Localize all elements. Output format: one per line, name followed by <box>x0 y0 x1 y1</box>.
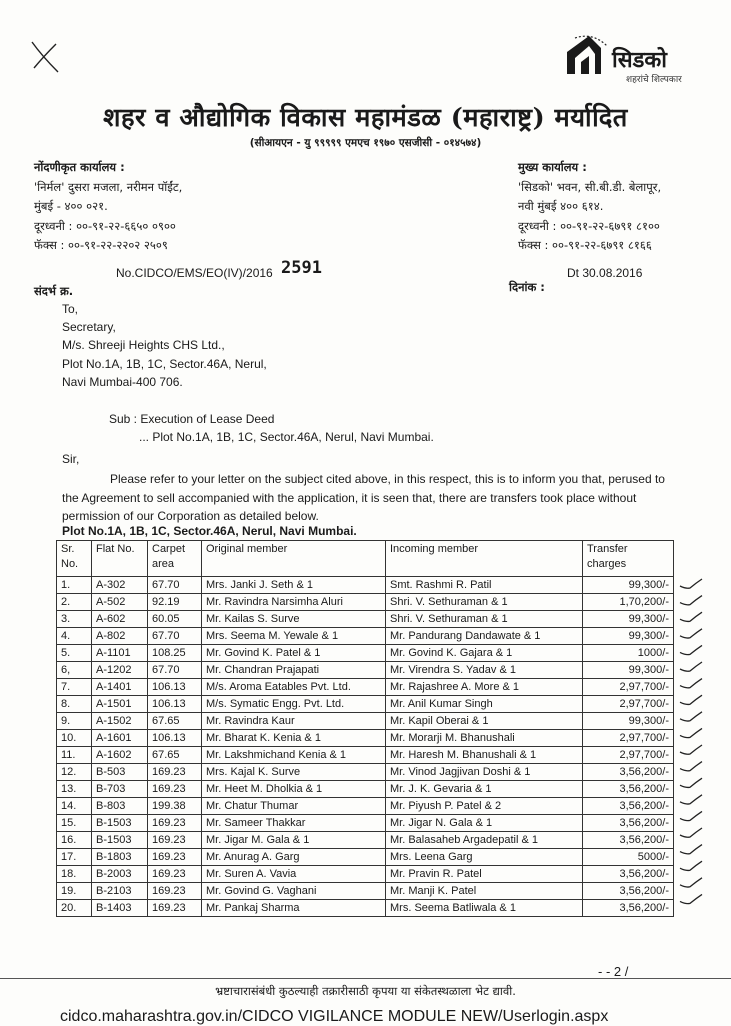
cell-transfer-charges: 5000/- <box>583 849 674 866</box>
cell-flat-no: B-1503 <box>92 815 148 832</box>
table-header-row <box>57 541 674 577</box>
cell-sr-no: 8. <box>57 696 92 713</box>
table-row <box>57 679 674 696</box>
cell-sr-no: 5. <box>57 645 92 662</box>
cell-sr-no: 13. <box>57 781 92 798</box>
cell-flat-no: A-1601 <box>92 730 148 747</box>
cell-sr-no: 6, <box>57 662 92 679</box>
table-row <box>57 747 674 764</box>
cell-sr-no: 12. <box>57 764 92 781</box>
header-original-member: Original member <box>202 541 386 577</box>
tick-mark <box>680 629 702 638</box>
cell-sr-no: 19. <box>57 883 92 900</box>
reference-label: संदर्भ क्र. <box>34 284 74 298</box>
table-row <box>57 577 674 594</box>
cell-incoming-member: Mrs. Seema Batliwala & 1 <box>386 900 583 917</box>
cell-carpet-area: 67.70 <box>148 628 202 645</box>
cell-original-member: Mr. Kailas S. Surve <box>202 611 386 628</box>
registered-office-phone: दूरध्वनी : ००-९१-२२-६६५० ०९०० <box>34 218 176 233</box>
cell-flat-no: A-602 <box>92 611 148 628</box>
table-row <box>57 781 674 798</box>
cell-incoming-member: Mr. Manji K. Patel <box>386 883 583 900</box>
table-row <box>57 662 674 679</box>
cell-sr-no: 17. <box>57 849 92 866</box>
tick-mark <box>680 828 702 837</box>
cell-transfer-charges: 3,56,200/- <box>583 900 674 917</box>
cin-number: (सीआयएन - यु ९९९९९ एमएच १९७० एसजीसी - ०१४५७४) <box>249 137 482 149</box>
handwritten-x-mark <box>28 38 62 76</box>
cell-incoming-member: Mr. Morarji M. Bhanushali <box>386 730 583 747</box>
cell-sr-no: 16. <box>57 832 92 849</box>
header-sr-no: Sr. No. <box>57 541 92 577</box>
cell-original-member: Mr. Govind K. Patel & 1 <box>202 645 386 662</box>
cell-sr-no: 2. <box>57 594 92 611</box>
cell-sr-no: 4. <box>57 628 92 645</box>
tick-mark <box>680 596 702 605</box>
cell-flat-no: B-1503 <box>92 832 148 849</box>
cell-sr-no: 3. <box>57 611 92 628</box>
cell-incoming-member: Mr. Jigar N. Gala & 1 <box>386 815 583 832</box>
cell-transfer-charges: 99,300/- <box>583 577 674 594</box>
table-row <box>57 900 674 917</box>
body-paragraph: Please refer to your letter on the subject cited above, in this respect, this is to inform you that, perused to the Agreement to sell accompanied with the application, it is seen that, there are transfers took place without permission of our Corporation as detailed below. <box>62 472 665 523</box>
table-row <box>57 764 674 781</box>
cell-carpet-area: 106.13 <box>148 679 202 696</box>
table-row <box>57 730 674 747</box>
cell-transfer-charges: 99,300/- <box>583 628 674 645</box>
tick-mark <box>680 645 702 654</box>
cell-sr-no: 18. <box>57 866 92 883</box>
recipient-address <box>62 300 267 391</box>
cell-sr-no: 14. <box>57 798 92 815</box>
subject-line: Sub : Execution of Lease Deed <box>109 412 275 426</box>
cell-carpet-area: 67.65 <box>148 747 202 764</box>
cell-original-member: Mr. Bharat K. Kenia & 1 <box>202 730 386 747</box>
table-body <box>57 577 674 917</box>
registered-office-line: मुंबई - ४०० ०२१. <box>34 199 108 213</box>
footer-divider <box>0 978 731 979</box>
cell-flat-no: A-302 <box>92 577 148 594</box>
cell-original-member: Mrs. Kajal K. Surve <box>202 764 386 781</box>
cell-incoming-member: Mr. Piyush P. Patel & 2 <box>386 798 583 815</box>
cell-incoming-member: Shri. V. Sethuraman & 1 <box>386 594 583 611</box>
registered-office-title: नोंदणीकृत कार्यालय : <box>34 160 125 174</box>
cell-incoming-member: Mr. J. K. Gevaria & 1 <box>386 781 583 798</box>
cell-incoming-member: Mr. Anil Kumar Singh <box>386 696 583 713</box>
cell-flat-no: B-2003 <box>92 866 148 883</box>
address-line: Navi Mumbai-400 706. <box>62 374 183 389</box>
cell-sr-no: 1. <box>57 577 92 594</box>
cell-original-member: Mr. Pankaj Sharma <box>202 900 386 917</box>
cell-original-member: M/s. Symatic Engg. Pvt. Ltd. <box>202 696 386 713</box>
head-office-title: मुख्य कार्यालय : <box>518 160 587 174</box>
cell-carpet-area: 92.19 <box>148 594 202 611</box>
cell-transfer-charges: 3,56,200/- <box>583 866 674 883</box>
table-row <box>57 696 674 713</box>
cell-transfer-charges: 1000/- <box>583 645 674 662</box>
table-row <box>57 611 674 628</box>
cell-carpet-area: 169.23 <box>148 883 202 900</box>
cell-flat-no: B-503 <box>92 764 148 781</box>
cell-original-member: Mrs. Janki J. Seth & 1 <box>202 577 386 594</box>
table-row <box>57 849 674 866</box>
cell-incoming-member: Smt. Rashmi R. Patil <box>386 577 583 594</box>
tick-mark <box>680 878 702 887</box>
cell-incoming-member: Mr. Pravin R. Patel <box>386 866 583 883</box>
table-row <box>57 815 674 832</box>
cell-sr-no: 20. <box>57 900 92 917</box>
cell-carpet-area: 106.13 <box>148 696 202 713</box>
cell-carpet-area: 169.23 <box>148 866 202 883</box>
cell-original-member: Mr. Govind G. Vaghani <box>202 883 386 900</box>
cell-carpet-area: 169.23 <box>148 849 202 866</box>
organization-title: शहर व औद्योगिक विकास महामंडळ (महाराष्ट्र) मर्यादित <box>103 103 628 133</box>
tick-mark <box>680 662 702 671</box>
table-row <box>57 798 674 815</box>
logo-wordmark: सिडको <box>612 48 667 73</box>
tick-mark <box>680 762 702 771</box>
tick-mark <box>680 861 702 870</box>
head-office-phone: दूरध्वनी : ००-९१-२२-६७९१ ८१०० <box>518 218 660 233</box>
cell-flat-no: A-1202 <box>92 662 148 679</box>
cell-incoming-member: Mr. Govind K. Gajara & 1 <box>386 645 583 662</box>
tick-mark <box>680 579 702 588</box>
tick-mark <box>680 845 702 854</box>
cell-transfer-charges: 1,70,200/- <box>583 594 674 611</box>
cell-transfer-charges: 3,56,200/- <box>583 815 674 832</box>
cell-incoming-member: Mr. Virendra S. Yadav & 1 <box>386 662 583 679</box>
table-row <box>57 713 674 730</box>
cell-sr-no: 11. <box>57 747 92 764</box>
table-row <box>57 645 674 662</box>
registered-office-block <box>34 158 182 256</box>
head-office-block <box>518 158 661 256</box>
cell-transfer-charges: 3,56,200/- <box>583 764 674 781</box>
cell-transfer-charges: 3,56,200/- <box>583 798 674 815</box>
letter-date: Dt 30.08.2016 <box>567 266 643 280</box>
cell-flat-no: B-2103 <box>92 883 148 900</box>
cell-transfer-charges: 99,300/- <box>583 611 674 628</box>
address-line: Secretary, <box>62 320 116 335</box>
cell-carpet-area: 67.70 <box>148 577 202 594</box>
salutation: Sir, <box>62 452 80 466</box>
registered-office-line: 'निर्मल' दुसरा मजला, नरीमन पॉईंट, <box>34 179 183 194</box>
cell-original-member: Mr. Ravindra Narsimha Aluri <box>202 594 386 611</box>
header-incoming-member: Incoming member <box>386 541 583 577</box>
cell-carpet-area: 169.23 <box>148 815 202 832</box>
tick-mark <box>680 728 702 737</box>
cell-incoming-member: Mr. Vinod Jagjivan Doshi & 1 <box>386 764 583 781</box>
cell-original-member: Mr. Suren A. Vavia <box>202 866 386 883</box>
header-carpet-area: Carpet area <box>148 541 202 577</box>
cell-transfer-charges: 3,56,200/- <box>583 883 674 900</box>
cell-carpet-area: 67.70 <box>148 662 202 679</box>
cell-sr-no: 9. <box>57 713 92 730</box>
cell-carpet-area: 169.23 <box>148 781 202 798</box>
cell-flat-no: B-803 <box>92 798 148 815</box>
cell-original-member: Mr. Heet M. Dholkia & 1 <box>202 781 386 798</box>
cell-carpet-area: 199.38 <box>148 798 202 815</box>
footer-vigilance-note: भ्रष्टाचारासंबंधी कुठल्याही तक्रारीसाठी कृपया या संकेतस्थळाला भेट द्यावी. <box>215 984 516 998</box>
cell-original-member: Mr. Chandran Prajapati <box>202 662 386 679</box>
header-transfer-charges: Transfer charges <box>583 541 674 577</box>
registered-office-fax: फॅक्स : ००-९१-२२-२२०२ २५०९ <box>34 238 168 252</box>
cell-flat-no: B-1403 <box>92 900 148 917</box>
cell-carpet-area: 108.25 <box>148 645 202 662</box>
cell-sr-no: 10. <box>57 730 92 747</box>
cell-original-member: Mr. Sameer Thakkar <box>202 815 386 832</box>
tick-mark <box>680 695 702 704</box>
address-line: To, <box>62 302 79 316</box>
cell-incoming-member: Mr. Balasaheb Argadepatil & 1 <box>386 832 583 849</box>
cell-sr-no: 15. <box>57 815 92 832</box>
cell-transfer-charges: 2,97,700/- <box>583 747 674 764</box>
cell-transfer-charges: 2,97,700/- <box>583 730 674 747</box>
table-row <box>57 866 674 883</box>
cell-original-member: Mr. Chatur Thumar <box>202 798 386 815</box>
cell-carpet-area: 60.05 <box>148 611 202 628</box>
cell-carpet-area: 67.65 <box>148 713 202 730</box>
handwritten-tick-marks <box>676 576 706 906</box>
handwritten-reference: 2591 <box>281 258 322 278</box>
cell-incoming-member: Mr. Rajashree A. More & 1 <box>386 679 583 696</box>
cell-transfer-charges: 2,97,700/- <box>583 696 674 713</box>
subject-detail: ... Plot No.1A, 1B, 1C, Sector.46A, Nerul, Navi Mumbai. <box>139 430 434 444</box>
reference-number: No.CIDCO/EMS/EO(IV)/2016 <box>116 266 273 280</box>
table-caption: Plot No.1A, 1B, 1C, Sector.46A, Nerul, Navi Mumbai. <box>62 524 357 538</box>
transfer-table <box>56 540 674 917</box>
cell-sr-no: 7. <box>57 679 92 696</box>
cell-carpet-area: 106.13 <box>148 730 202 747</box>
cell-original-member: Mr. Lakshmichand Kenia & 1 <box>202 747 386 764</box>
tick-mark <box>680 679 702 688</box>
date-label: दिनांक : <box>509 280 545 294</box>
cell-flat-no: A-1401 <box>92 679 148 696</box>
tick-mark <box>680 778 702 787</box>
cell-flat-no: A-1501 <box>92 696 148 713</box>
cell-original-member: M/s. Aroma Eatables Pvt. Ltd. <box>202 679 386 696</box>
cell-flat-no: A-1602 <box>92 747 148 764</box>
cell-carpet-area: 169.23 <box>148 832 202 849</box>
cell-incoming-member: Mr. Kapil Oberai & 1 <box>386 713 583 730</box>
cell-flat-no: A-802 <box>92 628 148 645</box>
cell-transfer-charges: 3,56,200/- <box>583 781 674 798</box>
cell-flat-no: B-703 <box>92 781 148 798</box>
footer-vigilance-url: cidco.maharashtra.gov.in/CIDCO VIGILANCE MODULE NEW/Userlogin.aspx <box>60 1008 609 1025</box>
cell-incoming-member: Mr. Haresh M. Bhanushali & 1 <box>386 747 583 764</box>
head-office-fax: फॅक्स : ००-९१-२२-६७९१ ८१६६ <box>518 238 652 252</box>
cell-original-member: Mr. Ravindra Kaur <box>202 713 386 730</box>
header-flat-no: Flat No. <box>92 541 148 577</box>
cell-transfer-charges: 99,300/- <box>583 713 674 730</box>
cell-transfer-charges: 99,300/- <box>583 662 674 679</box>
cell-flat-no: A-1502 <box>92 713 148 730</box>
cell-original-member: Mr. Anurag A. Garg <box>202 849 386 866</box>
cell-incoming-member: Shri. V. Sethuraman & 1 <box>386 611 583 628</box>
table-row <box>57 628 674 645</box>
tick-mark <box>680 894 702 903</box>
page-marker: - - 2 / <box>598 964 629 979</box>
table-row <box>57 883 674 900</box>
cell-carpet-area: 169.23 <box>148 764 202 781</box>
cell-incoming-member: Mr. Pandurang Dandawate & 1 <box>386 628 583 645</box>
cell-original-member: Mr. Jigar M. Gala & 1 <box>202 832 386 849</box>
tick-mark <box>680 811 702 820</box>
head-office-line: नवी मुंबई ४०० ६१४. <box>518 199 604 213</box>
address-line: M/s. Shreeji Heights CHS Ltd., <box>62 338 225 353</box>
cell-transfer-charges: 2,97,700/- <box>583 679 674 696</box>
cell-flat-no: A-1101 <box>92 645 148 662</box>
cell-flat-no: A-502 <box>92 594 148 611</box>
address-line: Plot No.1A, 1B, 1C, Sector.46A, Nerul, <box>62 356 267 371</box>
cell-flat-no: B-1803 <box>92 849 148 866</box>
table-row <box>57 832 674 849</box>
tick-mark <box>680 712 702 721</box>
cell-transfer-charges: 3,56,200/- <box>583 832 674 849</box>
cell-carpet-area: 169.23 <box>148 900 202 917</box>
tick-mark <box>680 612 702 621</box>
cell-incoming-member: Mrs. Leena Garg <box>386 849 583 866</box>
table-row <box>57 594 674 611</box>
logo-tagline: शहरांचे शिल्पकार <box>626 75 682 85</box>
cell-original-member: Mrs. Seema M. Yewale & 1 <box>202 628 386 645</box>
head-office-line: 'सिडको' भवन, सी.बी.डी. बेलापूर, <box>518 179 662 194</box>
tick-mark <box>680 795 702 804</box>
tick-mark <box>680 745 702 754</box>
